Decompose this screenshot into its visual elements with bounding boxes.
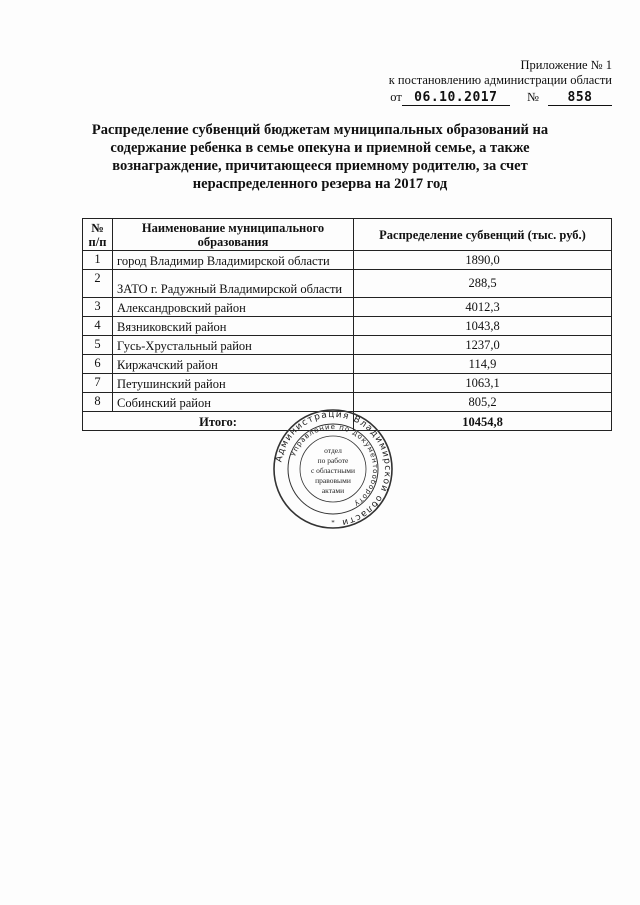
row-number: 4 (83, 317, 113, 336)
table-row (83, 317, 612, 336)
row-name: Петушинский район (113, 374, 354, 393)
row-name: Киржачский район (113, 355, 354, 374)
row-amount: 1890,0 (354, 251, 612, 270)
row-number: 1 (83, 251, 113, 270)
date-prefix: от (390, 90, 402, 104)
header-num: № п/п (83, 219, 113, 251)
row-amount: 805,2 (354, 393, 612, 412)
table-row (83, 298, 612, 317)
appendix-block (312, 58, 612, 108)
appendix-line: Приложение № 1 (520, 58, 612, 72)
date-number-line (390, 90, 612, 106)
row-amount: 4012,3 (354, 298, 612, 317)
official-stamp (272, 408, 394, 530)
table-row (83, 251, 612, 270)
table-row (83, 374, 612, 393)
row-amount: 1043,8 (354, 317, 612, 336)
total-value: 10454,8 (354, 412, 612, 431)
header-amount: Распределение субвенций (тыс. руб.) (354, 219, 612, 251)
row-name: город Владимир Владимирской области (113, 251, 354, 270)
header-name: Наименование муниципального образования (113, 219, 354, 251)
document-title: Распределение субвенций бюджетам муниципальных образований на содержание ребенка в семье опекуна и приемной семье, а также вознаграждение, причитающееся приемному родителю, за счет нераспределенного резерва на 2017 год (91, 122, 549, 192)
total-label: Итого: (83, 412, 354, 431)
row-amount: 114,9 (354, 355, 612, 374)
row-amount: 1063,1 (354, 374, 612, 393)
number-value: 858 (548, 90, 612, 106)
table-body (83, 251, 612, 412)
row-name: Вязниковский район (113, 317, 354, 336)
resolution-line: к постановлению администрации области (388, 73, 612, 87)
stamp-star-icon: * (331, 519, 335, 527)
row-number: 2 (83, 270, 113, 298)
stamp-center-line: актами (321, 486, 345, 495)
row-number: 3 (83, 298, 113, 317)
row-number: 5 (83, 336, 113, 355)
row-amount: 288,5 (354, 270, 612, 298)
row-name: Гусь-Хрустальный район (113, 336, 354, 355)
row-number: 7 (83, 374, 113, 393)
stamp-center-line: правовыми (315, 476, 351, 485)
date-value: 06.10.2017 (402, 90, 510, 106)
table-row (83, 336, 612, 355)
stamp-outer-text: Администрация Владимирской области (274, 409, 393, 528)
row-name: ЗАТО г. Радужный Владимирской области (113, 270, 354, 298)
stamp-ring-text: Управление по документообороту (289, 422, 380, 509)
row-name: Александровский район (113, 298, 354, 317)
table-header-row (83, 219, 612, 251)
stamp-center-line: с областными (310, 466, 356, 475)
row-number: 6 (83, 355, 113, 374)
table-row (83, 355, 612, 374)
row-number: 8 (83, 393, 113, 412)
number-prefix: № (526, 90, 539, 104)
subsidy-table (82, 218, 612, 431)
row-name: Собинский район (113, 393, 354, 412)
stamp-center-line: по работе (317, 456, 349, 465)
stamp-center-line: отдел (324, 446, 342, 455)
row-amount: 1237,0 (354, 336, 612, 355)
table-row (83, 270, 612, 298)
